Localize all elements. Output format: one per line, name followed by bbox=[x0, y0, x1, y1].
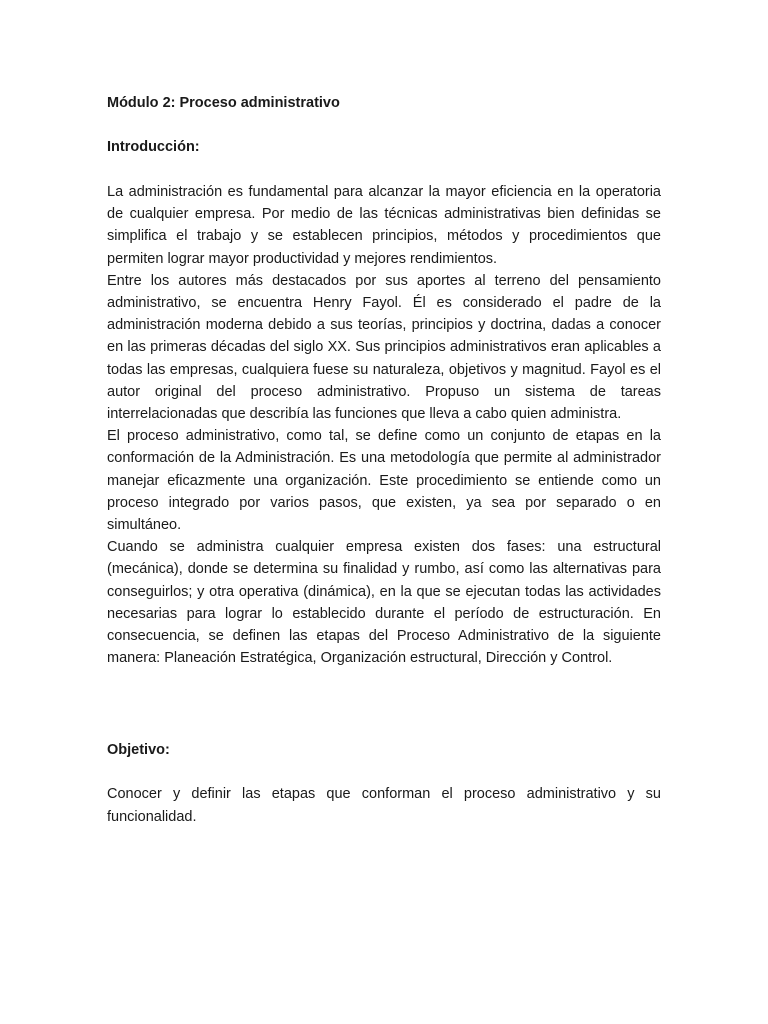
objective-paragraph: Conocer y definir las etapas que conforman el proceso administrativo y su funcionalidad. bbox=[107, 786, 661, 825]
introduction-paragraph: El proceso administrativo, como tal, se define como un conjunto de etapas en la conformación de la Administración. Es una metodología que permite al administrador manejar eficazmente una organización. Este procedimiento se entiende como un proceso integrado por varios pasos, que existen, ya sea por separado o en simultáneo. bbox=[107, 428, 661, 534]
objective-heading: Objetivo: bbox=[107, 742, 170, 759]
introduction-paragraph: Entre los autores más destacados por sus aportes al terreno del pensamiento administrativo, se encuentra Henry Fayol. Él es considerado el padre de la administración moderna debido a sus teorías, principios y doctrina, dadas a conocer en las primeras décadas del siglo XX. Sus principios administrativos eran aplicables a todas las empresas, cualquiera fuese su naturaleza, objetivos y magnitud. Fayol es el autor original del proceso administrativo. Propuso un sistema de tareas interrelacionadas que describía las funciones que lleva a cabo quien administra. bbox=[107, 272, 661, 423]
introduction-paragraph: Cuando se administra cualquier empresa existen dos fases: una estructural (mecánica), donde se determina su finalidad y rumbo, así como las alternativas para conseguirlos; y otra operativa (dinámica), en la que se ejecutan todas las actividades necesarias para lograr lo establecido durante el período de estructuración. En consecuencia, se definen las etapas del Proceso Administrativo de la siguiente manera: Planeación Estratégica, Organización estructural, Dirección y Control. bbox=[107, 539, 661, 667]
introduction-heading: Introducción: bbox=[107, 139, 200, 155]
introduction-paragraph: La administración es fundamental para alcanzar la mayor eficiencia en la operatoria de cualquier empresa. Por medio de las técnicas administrativas bien definidas se simplifica el trabajo y se establecen principios, métodos y procedimientos que permiten lograr mayor productividad y mejores rendimientos. bbox=[107, 184, 661, 267]
document-title: Módulo 2: Proceso administrativo bbox=[107, 95, 340, 111]
document-body bbox=[107, 92, 661, 828]
